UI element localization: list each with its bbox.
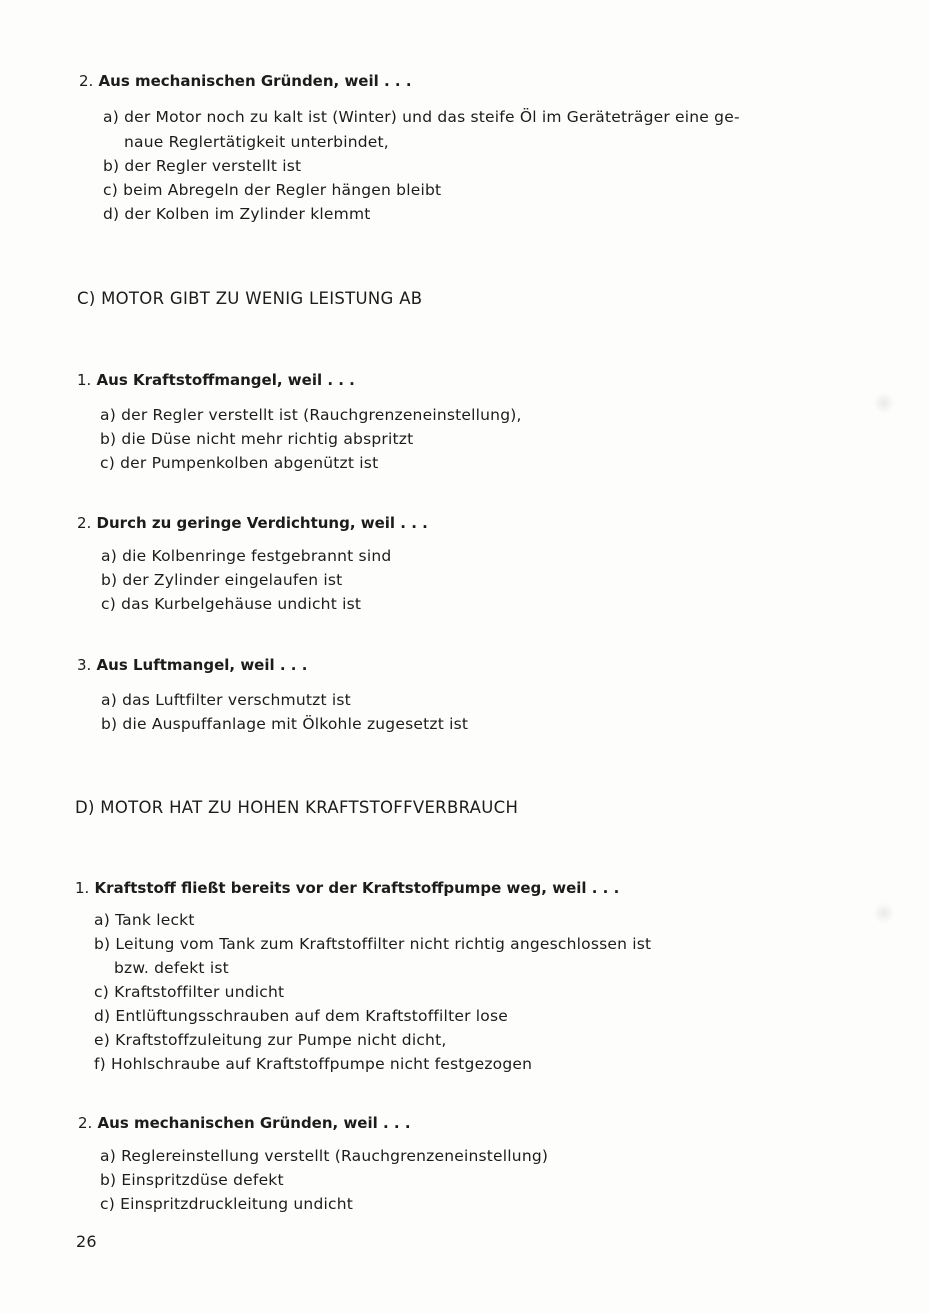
list-item: a) der Motor noch zu kalt ist (Winter) und das steife Öl im Geräteträger eine ge-: [103, 108, 740, 126]
list-item-continuation: bzw. defekt ist: [114, 959, 229, 977]
subsection-title: Kraftstoff fließt bereits vor der Kraftstoffpumpe weg, weil . . .: [94, 879, 620, 897]
subsection-number: 2.: [78, 1114, 93, 1132]
subsection-number: 1.: [75, 879, 90, 897]
list-item: d) Entlüftungsschrauben auf dem Kraftstoffilter lose: [94, 1007, 508, 1025]
section-heading: D) MOTOR HAT ZU HOHEN KRAFTSTOFFVERBRAUCH: [75, 798, 519, 817]
list-item: b) der Zylinder eingelaufen ist: [101, 571, 343, 589]
list-item: c) das Kurbelgehäuse undicht ist: [101, 595, 362, 613]
list-item: b) Leitung vom Tank zum Kraftstoffilter nicht richtig angeschlossen ist: [94, 935, 652, 953]
list-item: c) beim Abregeln der Regler hängen bleibt: [103, 181, 442, 199]
scan-artifact: [873, 392, 895, 414]
list-item: a) Reglereinstellung verstellt (Rauchgrenzeneinstellung): [100, 1147, 549, 1165]
list-item: a) der Regler verstellt ist (Rauchgrenzeneinstellung),: [100, 406, 522, 424]
subsection-heading: [77, 656, 307, 674]
subsection-number: 3.: [77, 656, 92, 674]
subsection-number: 1.: [77, 371, 92, 389]
subsection-heading: [79, 72, 412, 90]
subsection-title: Aus Kraftstoffmangel, weil . . .: [96, 371, 355, 389]
subsection-heading: [77, 514, 428, 532]
list-item: a) die Kolbenringe festgebrannt sind: [101, 547, 392, 565]
subsection-title: Durch zu geringe Verdichtung, weil . . .: [96, 514, 428, 532]
subsection-title: Aus Luftmangel, weil . . .: [96, 656, 308, 674]
list-item: e) Kraftstoffzuleitung zur Pumpe nicht dicht,: [94, 1031, 447, 1049]
list-item: c) Kraftstoffilter undicht: [94, 983, 285, 1001]
subsection-heading: [75, 879, 619, 897]
list-item-continuation: naue Reglertätigkeit unterbindet,: [124, 133, 389, 151]
subsection-heading: [78, 1114, 411, 1132]
section-heading: C) MOTOR GIBT ZU WENIG LEISTUNG AB: [77, 289, 423, 308]
subsection-title: Aus mechanischen Gründen, weil . . .: [97, 1114, 411, 1132]
subsection-heading: [77, 371, 355, 389]
subsection-number: 2.: [77, 514, 92, 532]
list-item: b) Einspritzdüse defekt: [100, 1171, 284, 1189]
scan-artifact: [873, 902, 895, 924]
list-item: b) der Regler verstellt ist: [103, 157, 302, 175]
page-number: 26: [76, 1232, 97, 1251]
list-item: b) die Auspuffanlage mit Ölkohle zugesetzt ist: [101, 715, 469, 733]
list-item: c) Einspritzdruckleitung undicht: [100, 1195, 354, 1213]
list-item: d) der Kolben im Zylinder klemmt: [103, 205, 371, 223]
list-item: a) das Luftfilter verschmutzt ist: [101, 691, 351, 709]
subsection-number: 2.: [79, 72, 94, 90]
list-item: c) der Pumpenkolben abgenützt ist: [100, 454, 379, 472]
list-item: b) die Düse nicht mehr richtig abspritzt: [100, 430, 414, 448]
list-item: a) Tank leckt: [94, 911, 195, 929]
list-item: f) Hohlschraube auf Kraftstoffpumpe nicht festgezogen: [94, 1055, 533, 1073]
subsection-title: Aus mechanischen Gründen, weil . . .: [98, 72, 412, 90]
